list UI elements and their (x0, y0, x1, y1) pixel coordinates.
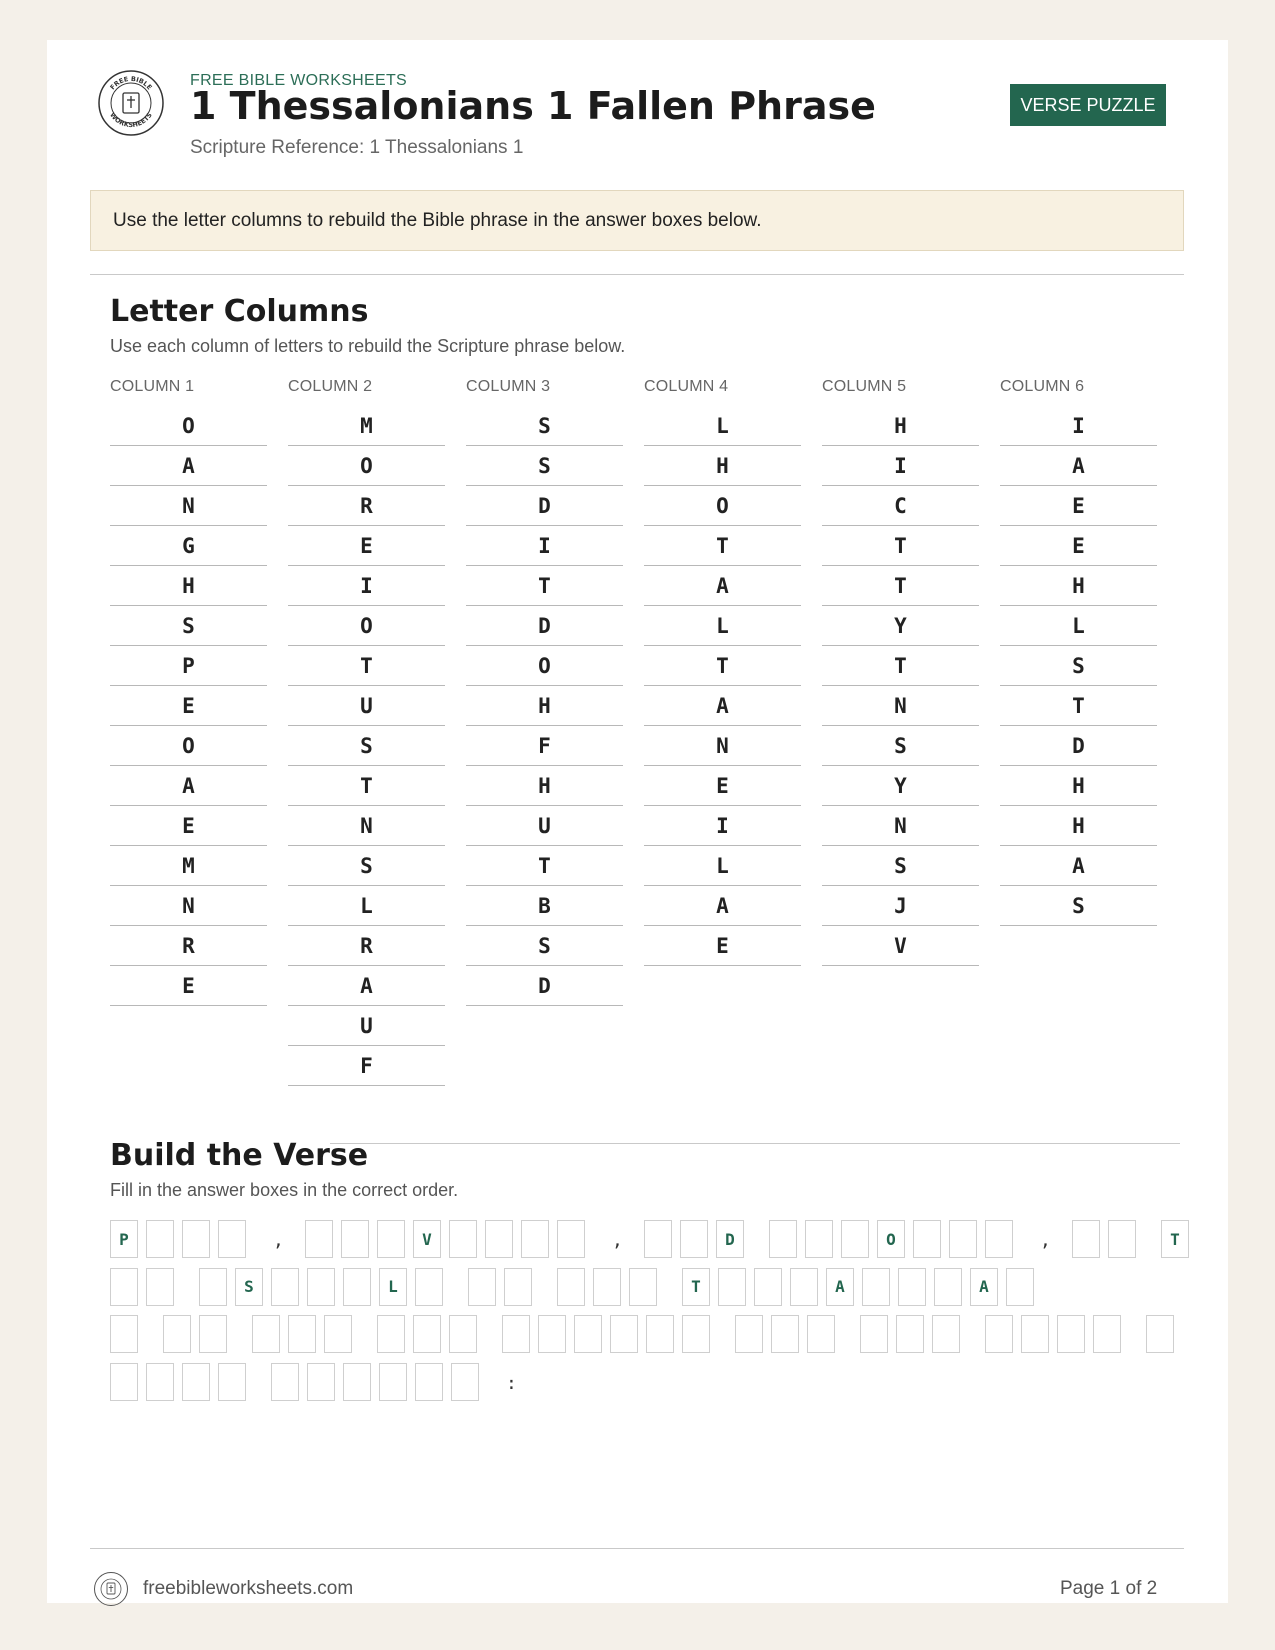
answer-box[interactable] (199, 1315, 227, 1353)
divider (330, 1143, 1180, 1144)
answer-box[interactable] (288, 1315, 316, 1353)
punctuation-mark: , (273, 1230, 284, 1251)
column-letter: S (822, 846, 979, 886)
answer-box[interactable] (324, 1315, 352, 1353)
column-letter: A (110, 766, 267, 806)
answer-box[interactable] (932, 1315, 960, 1353)
page-number: Page 1 of 2 (1060, 1578, 1158, 1599)
column-heading: COLUMN 5 (822, 378, 907, 395)
column-letter: T (644, 646, 801, 686)
answer-box[interactable] (805, 1220, 833, 1258)
column-letter: U (288, 686, 445, 726)
punctuation-mark: , (612, 1230, 623, 1251)
column-letter: T (288, 766, 445, 806)
column-letter: H (644, 446, 801, 486)
answer-box[interactable] (934, 1268, 962, 1306)
column-letter: A (288, 966, 445, 1006)
answer-box[interactable] (841, 1220, 869, 1258)
answer-box[interactable]: V (413, 1220, 441, 1258)
letter-columns-description: Use each column of letters to rebuild the Scripture phrase below. (110, 336, 626, 356)
column-letter: Y (822, 606, 979, 646)
column-heading: COLUMN 3 (466, 378, 551, 395)
column-letter: D (1000, 726, 1157, 766)
answer-box[interactable]: P (110, 1220, 138, 1258)
column-letter: D (466, 966, 623, 1006)
answer-box[interactable] (146, 1363, 174, 1401)
column-letter: J (822, 886, 979, 926)
column-letter: H (466, 766, 623, 806)
column-letter: L (644, 406, 801, 446)
answer-box[interactable] (790, 1268, 818, 1306)
answer-box[interactable] (218, 1363, 246, 1401)
column-letter: T (822, 526, 979, 566)
answer-box[interactable] (574, 1315, 602, 1353)
answer-box[interactable] (451, 1363, 479, 1401)
column-letter: D (466, 486, 623, 526)
column-letter: T (466, 846, 623, 886)
punctuation-mark: : (506, 1372, 517, 1394)
brand-label: FREE BIBLE WORKSHEETS (190, 72, 408, 89)
answer-box[interactable] (985, 1220, 1013, 1258)
divider (90, 274, 1184, 275)
answer-box[interactable] (449, 1315, 477, 1353)
column-letter: S (1000, 646, 1157, 686)
answer-box[interactable] (271, 1363, 299, 1401)
column-letter: D (466, 606, 623, 646)
column-letter: P (110, 646, 267, 686)
answer-box[interactable] (379, 1363, 407, 1401)
column-letter: L (1000, 606, 1157, 646)
answer-box[interactable] (680, 1220, 708, 1258)
answer-box[interactable] (593, 1268, 621, 1306)
answer-box[interactable] (521, 1220, 549, 1258)
answer-box[interactable] (163, 1315, 191, 1353)
answer-box[interactable]: A (826, 1268, 854, 1306)
answer-box[interactable] (307, 1268, 335, 1306)
answer-box[interactable] (1072, 1220, 1100, 1258)
logo-text-top: FREE BIBLE (108, 74, 154, 92)
column-letter: Y (822, 766, 979, 806)
column-letter: F (466, 726, 623, 766)
column-letter: I (288, 566, 445, 606)
answer-box[interactable] (146, 1268, 174, 1306)
column-letter: E (288, 526, 445, 566)
logo-icon (97, 69, 165, 137)
column-letter: A (1000, 846, 1157, 886)
answer-box[interactable]: L (379, 1268, 407, 1306)
column-letter: A (1000, 446, 1157, 486)
answer-box[interactable] (252, 1315, 280, 1353)
logo-text-bottom: WORKSHEETS (108, 111, 154, 130)
answer-box[interactable] (271, 1268, 299, 1306)
answer-box[interactable] (468, 1268, 496, 1306)
answer-box[interactable] (502, 1315, 530, 1353)
column-letter: S (1000, 886, 1157, 926)
column-letter: H (1000, 806, 1157, 846)
page-title: 1 Thessalonians 1 Fallen Phrase (190, 84, 876, 128)
column-letter: E (644, 926, 801, 966)
column-letter: O (466, 646, 623, 686)
answer-box[interactable] (449, 1220, 477, 1258)
instruction-banner (90, 190, 1184, 251)
answer-box[interactable] (218, 1220, 246, 1258)
answer-box[interactable] (862, 1268, 890, 1306)
answer-box[interactable] (415, 1268, 443, 1306)
column-letter: E (1000, 526, 1157, 566)
footer-logo-icon (93, 1571, 129, 1607)
answer-box[interactable] (769, 1220, 797, 1258)
letter-columns-title: Letter Columns (110, 294, 369, 329)
answer-box[interactable] (504, 1268, 532, 1306)
answer-box[interactable] (1093, 1315, 1121, 1353)
answer-box[interactable] (1108, 1220, 1136, 1258)
answer-box[interactable] (557, 1268, 585, 1306)
column-letter: N (822, 686, 979, 726)
column-letter: A (644, 566, 801, 606)
answer-box[interactable]: T (1161, 1220, 1189, 1258)
column-heading: COLUMN 4 (644, 378, 729, 395)
column-letter: T (466, 566, 623, 606)
column-letter: E (110, 806, 267, 846)
answer-box[interactable] (646, 1315, 674, 1353)
column-letter: R (110, 926, 267, 966)
answer-box[interactable] (199, 1268, 227, 1306)
answer-box[interactable] (896, 1315, 924, 1353)
column-letter: E (110, 686, 267, 726)
answer-box[interactable] (343, 1268, 371, 1306)
column-letter: N (110, 886, 267, 926)
column-letter: I (1000, 406, 1157, 446)
column-letter: L (644, 846, 801, 886)
column-letter: M (110, 846, 267, 886)
column-letter: N (822, 806, 979, 846)
build-verse-description: Fill in the answer boxes in the correct order. (110, 1180, 459, 1200)
column-letter: M (288, 406, 445, 446)
svg-text:WORKSHEETS (108, 111, 154, 129)
column-letter: N (288, 806, 445, 846)
column-letter: F (288, 1046, 445, 1086)
answer-box[interactable] (629, 1268, 657, 1306)
column-letter: B (466, 886, 623, 926)
footer-site: freebibleworksheets.com (143, 1578, 354, 1599)
answer-box[interactable] (538, 1315, 566, 1353)
column-letter: S (288, 846, 445, 886)
column-letter: T (288, 646, 445, 686)
answer-box[interactable] (182, 1220, 210, 1258)
answer-box[interactable] (949, 1220, 977, 1258)
column-letter: E (110, 966, 267, 1006)
column-letter: G (110, 526, 267, 566)
column-letter: E (644, 766, 801, 806)
column-letter: A (644, 886, 801, 926)
answer-box[interactable] (644, 1220, 672, 1258)
column-letter: L (644, 606, 801, 646)
answer-box[interactable] (341, 1220, 369, 1258)
answer-box[interactable] (754, 1268, 782, 1306)
column-letter: S (110, 606, 267, 646)
column-letter: H (466, 686, 623, 726)
column-letter: O (644, 486, 801, 526)
column-letter: T (822, 566, 979, 606)
divider (90, 1548, 1184, 1549)
column-heading: COLUMN 1 (110, 378, 195, 395)
column-letter: R (288, 926, 445, 966)
answer-box[interactable] (807, 1315, 835, 1353)
column-letter: O (110, 726, 267, 766)
answer-box[interactable] (305, 1220, 333, 1258)
answer-box[interactable] (735, 1315, 763, 1353)
column-letter: T (822, 646, 979, 686)
answer-box[interactable] (682, 1315, 710, 1353)
answer-box[interactable] (377, 1220, 405, 1258)
column-letter: R (288, 486, 445, 526)
answer-box[interactable]: D (716, 1220, 744, 1258)
column-letter: I (466, 526, 623, 566)
answer-box[interactable] (307, 1363, 335, 1401)
answer-box[interactable] (1146, 1315, 1174, 1353)
answer-box[interactable] (485, 1220, 513, 1258)
answer-box[interactable]: O (877, 1220, 905, 1258)
answer-box[interactable] (182, 1363, 210, 1401)
answer-box[interactable] (1006, 1268, 1034, 1306)
column-letter: S (288, 726, 445, 766)
instruction-text: Use the letter columns to rebuild the Bible phrase in the answer boxes below. (113, 209, 762, 231)
answer-box[interactable] (1021, 1315, 1049, 1353)
column-letter: H (1000, 766, 1157, 806)
column-letter: U (288, 1006, 445, 1046)
column-letter: S (466, 926, 623, 966)
answer-box[interactable] (110, 1268, 138, 1306)
answer-box[interactable] (557, 1220, 585, 1258)
column-letter: T (1000, 686, 1157, 726)
column-letter: T (644, 526, 801, 566)
column-letter: C (822, 486, 979, 526)
column-letter: S (466, 406, 623, 446)
column-letter: V (822, 926, 979, 966)
column-letter: O (288, 446, 445, 486)
column-letter: O (110, 406, 267, 446)
column-heading: COLUMN 2 (288, 378, 373, 395)
answer-box[interactable] (913, 1220, 941, 1258)
answer-box[interactable] (898, 1268, 926, 1306)
answer-box[interactable]: S (235, 1268, 263, 1306)
answer-box[interactable] (985, 1315, 1013, 1353)
answer-box[interactable]: A (970, 1268, 998, 1306)
punctuation-mark: , (1040, 1230, 1051, 1251)
column-heading: COLUMN 6 (1000, 378, 1085, 395)
column-letter: O (288, 606, 445, 646)
answer-box[interactable] (343, 1363, 371, 1401)
answer-box[interactable] (771, 1315, 799, 1353)
column-letter: I (822, 446, 979, 486)
answer-box[interactable] (860, 1315, 888, 1353)
answer-box[interactable] (718, 1268, 746, 1306)
column-letter: I (644, 806, 801, 846)
column-letter: N (110, 486, 267, 526)
build-verse-title: Build the Verse (110, 1138, 369, 1173)
column-letter: S (466, 446, 623, 486)
column-letter: N (644, 726, 801, 766)
answer-box[interactable] (377, 1315, 405, 1353)
answer-box[interactable] (146, 1220, 174, 1258)
answer-box[interactable]: T (682, 1268, 710, 1306)
column-letter: H (1000, 566, 1157, 606)
column-letter: A (644, 686, 801, 726)
column-letter: L (288, 886, 445, 926)
column-letter: S (822, 726, 979, 766)
answer-box[interactable] (413, 1315, 441, 1353)
answer-box[interactable] (110, 1363, 138, 1401)
answer-box[interactable] (1057, 1315, 1085, 1353)
column-letter: E (1000, 486, 1157, 526)
answer-box[interactable] (610, 1315, 638, 1353)
answer-box[interactable] (110, 1315, 138, 1353)
column-letter: H (822, 406, 979, 446)
column-letter: H (110, 566, 267, 606)
verse-puzzle-badge: VERSE PUZZLE (1010, 84, 1166, 126)
column-letter: U (466, 806, 623, 846)
column-letter: A (110, 446, 267, 486)
answer-box[interactable] (415, 1363, 443, 1401)
scripture-reference: Scripture Reference: 1 Thessalonians 1 (190, 137, 524, 158)
